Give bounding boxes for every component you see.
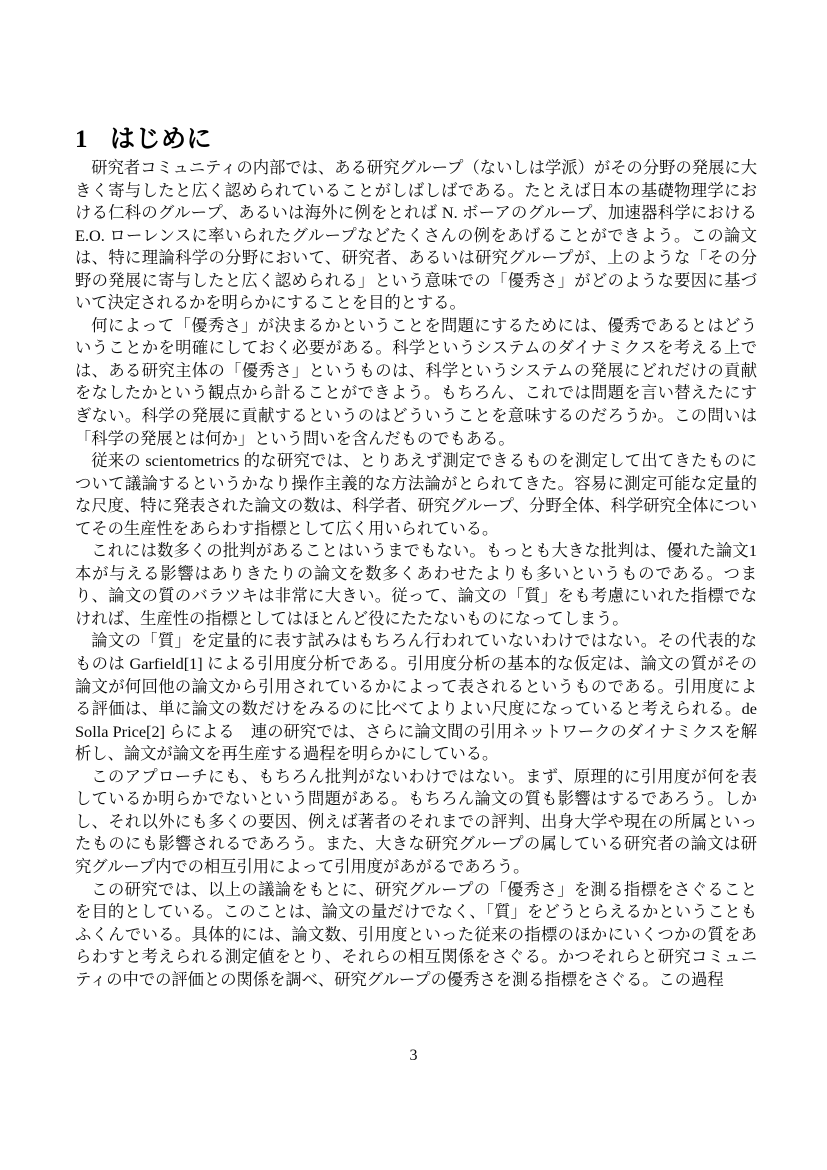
section-heading xyxy=(75,123,212,157)
paragraph: 研究者コミュニティの内部では、ある研究グループ（ないしは学派）がその分野の発展に大きく寄与したと広く認められていることがしばしばである。たとえば日本の基礎物理学における仁科のグループ、あるいは海外に例をとれば N. ボーアのグループ、加速器科学における E.O. ローレンスに率いられたグループなどたくさんの例をあげることができよう。この論文は、特に理論科学の分野において、研究者、あるいは研究グループが、上のような「その分野の発展に寄与したと広く認められる」という意味での「優秀さ」がどのような要因に基づいて決定されるかを明らかにすることを目的とする。 xyxy=(75,158,757,313)
paragraph: 論文の「質」を定量的に表す試みはもちろん行われていないわけではない。その代表的なものは Garfield[1] による引用度分析である。引用度分析の基本的な仮定は、論文の質がその論文が何回他の論文から引用されているかによって表されるというものである。引用度による評価は、単に論文の数だけをみるのに比べてよりよい尺度になっていると考えられる。de Solla Price[2] らによる 連の研究では、さらに論文間の引用ネットワークのダイナミクスを解析し、論文が論文を再生産する過程を明らかにしている。 xyxy=(75,631,757,764)
paragraph: このアプローチにも、もちろん批判がないわけではない。まず、原理的に引用度が何を表しているか明らかでないという問題がある。もちろん論文の質も影響はするであろう。しかし、それ以外にも多くの要因、例えば著者のそれまでの評判、出身大学や現在の所属といったものにも影響されるであろう。また、大きな研究グループの属している研究者の論文は研究グループ内での相互引用によって引用度があがるであろう。 xyxy=(75,766,757,876)
paragraph: この研究では、以上の議論をもとに、研究グループの「優秀さ」を測る指標をさぐることを目的としている。このことは、論文の量だけでなく、「質」をどうとらえるかということもふくんでいる。具体的には、論文数、引用度といった従来の指標のほかにいくつかの質をあらわすと考えられる測定値をとり、それらの相互関係をさぐる。かつそれらと研究コミュニティの中での評価との関係を調べ、研究グループの優秀さを測る指標をさぐる。この過程 xyxy=(75,879,757,989)
paragraph: 従来の scientometrics 的な研究では、とりあえず測定できるものを測定して出てきたものについて議論するというかなり操作主義的な方法論がとられてきた。容易に測定可能な定量的な尺度、特に発表された論文の数は、科学者、研究グループ、分野全体、科学研究全体についてその生産性をあらわす指標として広く用いられている。 xyxy=(75,451,757,538)
body-text xyxy=(75,157,757,991)
paragraph: これには数多くの批判があることはいうまでもない。もっとも大きな批判は、優れた論文1本が与える影響はありきたりの論文を数多くあわせたよりも多いというものである。つまり、論文の質のバラツキは非常に大きい。従って、論文の「質」をも考慮にいれた指標でなければ、生産性の指標としてはほとんど役にたたないものになってしまう。 xyxy=(75,541,757,628)
paragraph: 何によって「優秀さ」が決まるかということを問題にするためには、優秀であるとはどういうことかを明確にしておく必要がある。科学というシステムのダイナミクスを考える上では、ある研究主体の「優秀さ」というものは、科学というシステムの発展にどれだけの貢献をなしたかという観点から計ることができよう。もちろん、これでは問題を言い替えたにすぎない。科学の発展に貢献するというのはどういうことを意味するのだろうか。この問いは「科学の発展とは何か」という問いを含んだものでもある。 xyxy=(75,315,757,448)
page-number: 3 xyxy=(409,1047,418,1064)
section-number: 1 xyxy=(75,126,88,153)
section-title: はじめに xyxy=(110,126,213,153)
